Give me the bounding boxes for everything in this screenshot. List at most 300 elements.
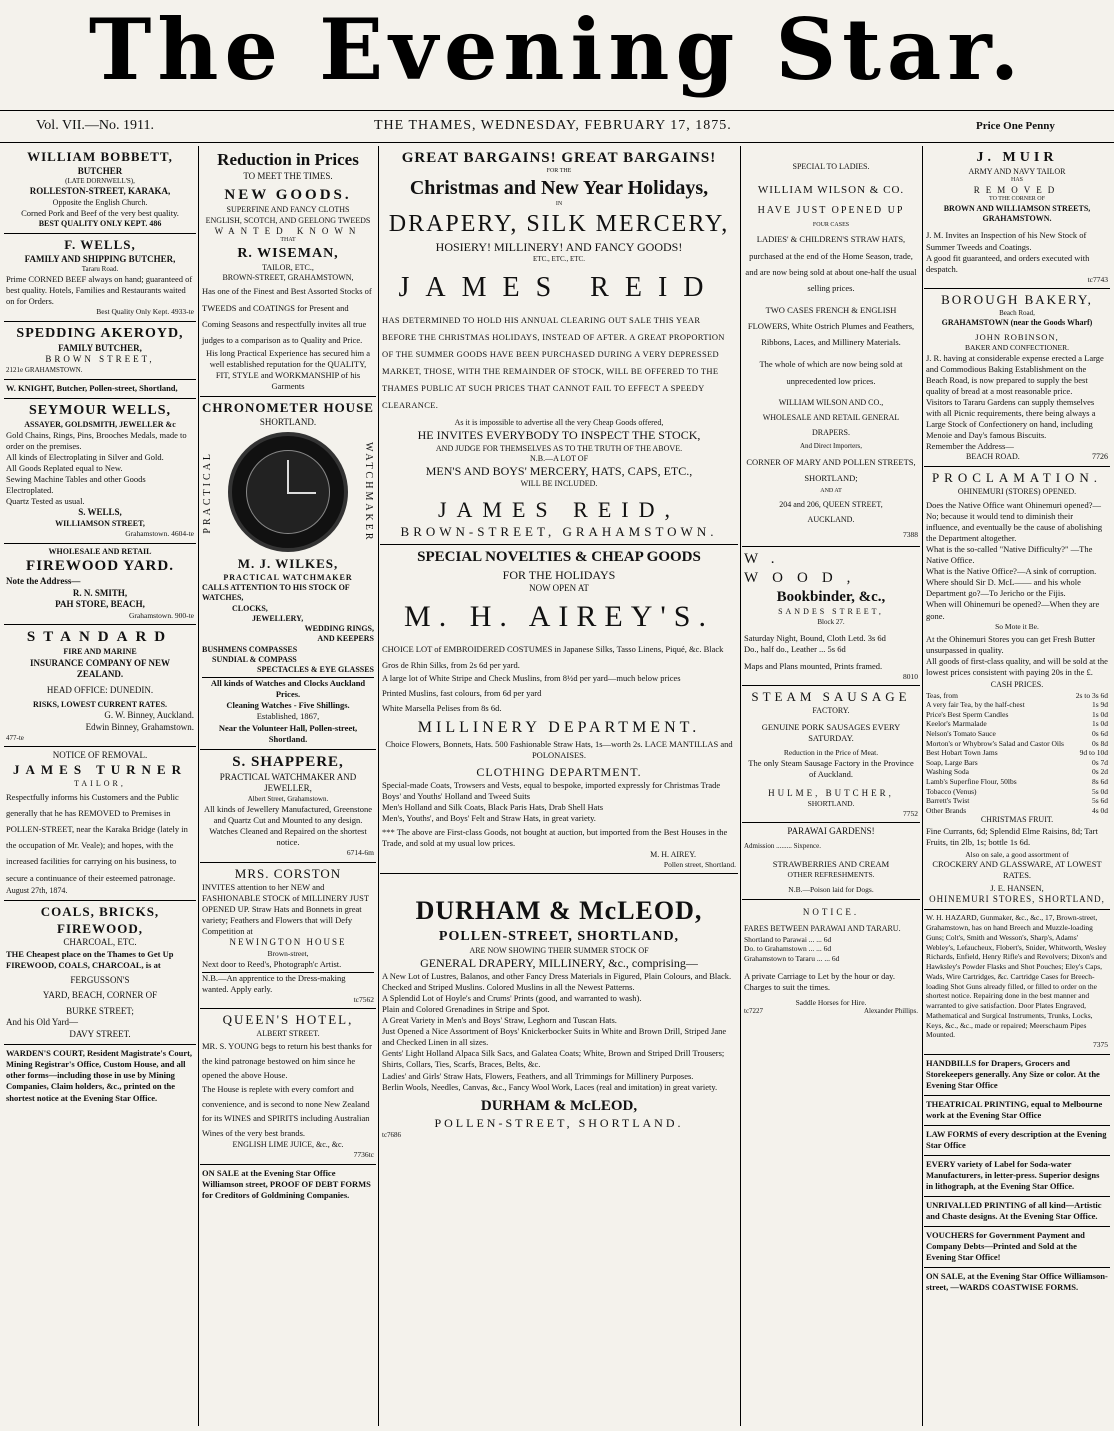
ad-heading: NEW GOODS. bbox=[224, 187, 352, 204]
ad-line: So Mote it Be. bbox=[995, 621, 1039, 631]
ad-line: GENUINE PORK SAUSAGES EVERY SATURDAY. bbox=[761, 722, 901, 744]
ad-body: At the Ohinemuri Stores you can get Fresh Butter unsurpassed in quality. bbox=[926, 634, 1096, 656]
ad-line: SUNDIAL & COMPASS bbox=[212, 654, 297, 664]
ad-line: ENGLISH LIME JUICE, &c., &c. bbox=[232, 1140, 344, 1150]
ad-line: As it is impossible to advertise all the very Cheap Goods offered, bbox=[454, 417, 664, 427]
ad-heading: BOROUGH BAKERY, bbox=[941, 292, 1093, 308]
ad-line: What is the so-called "Native Difficulty?" —The Native Office. bbox=[926, 544, 1093, 566]
ad-heading: PROCLAMATION. bbox=[931, 470, 1103, 486]
ad-heading: MILLINERY DEPARTMENT. bbox=[417, 719, 701, 737]
ad-heading: SPECIAL TO LADIES. bbox=[792, 162, 870, 171]
ad-line: Gold Chains, Rings, Pins, Brooches Medals, made to order on the premises. bbox=[6, 430, 187, 452]
ad-line: CHARCOAL, ETC. bbox=[63, 937, 137, 948]
ad-queens-hotel bbox=[200, 1009, 376, 1165]
ad-line: CHRISTMAS FRUIT. bbox=[980, 815, 1054, 825]
volume-number: Vol. VII.—No. 1911. bbox=[36, 118, 154, 133]
ad-line: FERGUSSON'S bbox=[70, 974, 130, 985]
ad-line: FIRE AND MARINE bbox=[63, 647, 137, 657]
column-divider bbox=[740, 146, 741, 1426]
ad-line: A large lot of White Stripe and Check Muslins, from 8½d per yard—much below prices bbox=[382, 673, 681, 684]
ad-line: ARMY AND NAVY TAILOR bbox=[968, 166, 1066, 176]
issue-date: THE THAMES, WEDNESDAY, FEBRUARY 17, 1875. bbox=[374, 118, 732, 133]
ad-line: AND AT bbox=[820, 487, 842, 494]
ad-line: GENERAL DRAPERY, MILLINERY, &c., comprising— bbox=[420, 955, 698, 970]
ad-line: Maps and Plans mounted, Prints framed. bbox=[744, 660, 883, 671]
ad-heading: NOTICE. bbox=[802, 906, 860, 917]
ad-line: CORNER OF MARY AND POLLEN STREETS, SHORTLAND; bbox=[746, 456, 916, 483]
ad-line: MEN'S AND BOYS' MERCERY, HATS, CAPS, ETC., bbox=[425, 464, 693, 479]
newspaper-title: The Evening Star. bbox=[88, 0, 1026, 99]
issue-price: Price One Penny bbox=[976, 120, 1055, 132]
ad-muir-tailor bbox=[924, 146, 1110, 289]
ad-line: IN bbox=[555, 201, 563, 208]
ad-line: WANTED KNOWN bbox=[214, 225, 362, 236]
ad-line: Gents' Light Holland Alpaca Silk Sacs, and Galatea Coats; White, Brown and Striped Drill Trousers; Shirts, Collars, Ties, Scarfs, Braces, Belts, &c. bbox=[382, 1048, 725, 1070]
ad-line: 2121e GRAHAMSTOWN. bbox=[6, 365, 83, 374]
ad-steam-sausage bbox=[742, 686, 920, 823]
ad-line: THE Cheapest place on the Thames to Get Up FIREWOOD, COALS, CHARCOAL, is at bbox=[6, 948, 174, 970]
ad-line: Pollen street, Shortland. bbox=[663, 859, 736, 869]
ad-line: RISKS, LOWEST CURRENT RATES. bbox=[32, 700, 168, 710]
ad-heading: SEYMOUR WELLS, bbox=[28, 402, 172, 418]
ad-heading: STANDARD bbox=[26, 629, 174, 646]
ad-body: J. M. Invites an Inspection of his New Stock of Summer Tweeds and Coatings. bbox=[926, 230, 1087, 252]
ad-line: FAMILY BUTCHER, bbox=[58, 342, 142, 353]
ad-line: White Marsella Pelises from 8s 6d. bbox=[382, 703, 502, 714]
ad-line: OHINEMURI (STORES) OPENED. bbox=[957, 486, 1077, 496]
ad-line: TAILOR, ETC., bbox=[262, 263, 314, 273]
ad-line: 477-te bbox=[6, 733, 24, 742]
ad-line: SHORTLAND. bbox=[259, 416, 317, 427]
column-2 bbox=[200, 146, 376, 1426]
ad-line: Men's, Youths', and Boys' Felt and Straw Hats, in great variety. bbox=[382, 813, 596, 824]
ad-line: FAMILY AND SHIPPING BUTCHER, bbox=[24, 253, 176, 264]
fare-row: Grahamstown to Tararu ... ... 6d bbox=[744, 953, 840, 963]
price-row: Keelor's Marmalade 1s 0d bbox=[926, 719, 1108, 729]
column-4 bbox=[742, 146, 920, 1426]
ad-line: Grahamstown. 4604-te bbox=[125, 529, 194, 539]
ad-heading: DURHAM & McLEOD, bbox=[480, 1097, 638, 1114]
ad-heading: DRAPERY, SILK MERCERY, bbox=[388, 211, 730, 238]
ad-line: Checked and Striped Muslins. Colored Muslins in all the Newest Patterns. bbox=[382, 982, 635, 993]
ad-heading: FIREWOOD YARD. bbox=[26, 557, 174, 574]
ad-line: REMOVED bbox=[973, 184, 1061, 195]
ad-line: Brown-street, bbox=[267, 948, 309, 958]
column-1 bbox=[4, 146, 196, 1426]
ad-seymour-wells bbox=[4, 399, 196, 544]
column-5 bbox=[924, 146, 1110, 1426]
ad-line: TO THE CORNER OF bbox=[989, 196, 1045, 203]
ad-line: Block 27. bbox=[817, 617, 845, 626]
ad-airey bbox=[380, 545, 738, 874]
ad-line: WHOLESALE AND RETAIL GENERAL DRAPERS. bbox=[762, 412, 900, 438]
ad-line: SPECTACLES & EYE GLASSES bbox=[257, 665, 374, 675]
ad-line: Sewing Machine Tables and other Goods Electroplated. bbox=[6, 474, 146, 496]
ad-line: TAILOR, bbox=[74, 778, 126, 788]
ad-line: THAT bbox=[280, 237, 296, 244]
ad-line: SANDES STREET, bbox=[778, 607, 884, 617]
clock-icon bbox=[228, 432, 348, 552]
ad-line: ROLLESTON-STREET, KARAKA, bbox=[29, 186, 171, 197]
ad-line: Opposite the English Church. bbox=[52, 197, 148, 207]
ad-line: 7726 bbox=[1092, 451, 1108, 461]
ad-line: N.B.—An apprentice to the Dress-making wanted. Apply early. bbox=[202, 972, 374, 995]
price-row: A very fair Tea, by the half-chest 1s 9d bbox=[926, 700, 1108, 710]
ad-line: Next door to Reed's, Photograph'c Artist. bbox=[202, 958, 342, 969]
ad-line: TO MEET THE TIMES. bbox=[243, 170, 333, 181]
ad-knight bbox=[4, 380, 196, 399]
ad-line: Established, 1867, bbox=[256, 711, 320, 722]
ad-line: WILL BE INCLUDED. bbox=[520, 479, 598, 489]
ad-line: AUCKLAND. bbox=[807, 515, 855, 525]
ad-line: Also on sale, a good assortment of bbox=[965, 849, 1069, 859]
ad-heading: GREAT BARGAINS! GREAT BARGAINS! bbox=[401, 150, 717, 166]
ad-line: A Splendid Lot of Hoyle's and Crums' Prints (good, and warranted to wash). bbox=[382, 993, 642, 1004]
ad-line: FACTORY. bbox=[812, 706, 850, 715]
column-divider bbox=[198, 146, 199, 1426]
ad-line: YARD, BEACH, CORNER OF bbox=[42, 990, 158, 1001]
fare-row: Do. to Grahamstown ... ... 6d bbox=[744, 944, 832, 954]
ad-line: OTHER REFRESHMENTS. bbox=[787, 869, 875, 879]
ad-line: TWO CASES FRENCH & ENGLISH FLOWERS, White Ostrich Plumes and Feathers, Ribbons, Laces, and Millinery Materials. bbox=[747, 305, 915, 348]
dateline-rule bbox=[0, 142, 1114, 143]
ad-akeroyd bbox=[4, 322, 196, 380]
ad-body: Does the Native Office want Ohinemuri opened?—No; because it would tend to diminish their influence, and eventually be the cause of abolishing the Department altogether. bbox=[926, 500, 1103, 544]
ad-line: OHINEMURI STORES, SHORTLAND, bbox=[929, 893, 1105, 904]
ad-heading: NOTICE OF REMOVAL. bbox=[52, 750, 148, 761]
ad-heading: CHRONOMETER HOUSE bbox=[202, 400, 374, 416]
ad-firewood-yard bbox=[4, 544, 196, 626]
ad-line: Corned Pork and Beef of the very best quality. bbox=[21, 207, 179, 218]
ad-corston bbox=[200, 863, 376, 1010]
ad-line: PRACTICAL WATCHMAKER AND JEWELLER, bbox=[219, 771, 357, 794]
ad-line: AND JUDGE FOR THEMSELVES AS TO THE TRUTH OF THE ABOVE. bbox=[435, 443, 683, 453]
ad-shappere bbox=[200, 750, 376, 863]
ad-line: All Goods Replated equal to New. bbox=[6, 463, 123, 474]
ad-body: His long Practical Experience has secured him a well established reputation for the QUALITY, FIT, STYLE and WORKMANSHIP of his Garments bbox=[205, 348, 371, 392]
ad-line: Printed Muslins, fast colours, from 6d per yard bbox=[382, 688, 542, 699]
ad-line: All kinds of Watches and Clocks Auckland Prices. bbox=[202, 677, 374, 700]
ad-line: 8010 bbox=[903, 671, 918, 681]
ad-proclamation bbox=[924, 467, 1110, 910]
ad-line: DAVY STREET. bbox=[69, 1028, 131, 1039]
ad-body: A good fit guaranteed, and orders executed with despatch. bbox=[926, 252, 1090, 274]
ad-body: J. R. having at considerable expense erected a Large and Commodious Baking Establishment on the Beach Road, is now prepared to supply the best quality of bread at a most reasonable price. bbox=[926, 352, 1104, 396]
ad-line: WILLIAM WILSON AND CO., bbox=[778, 397, 884, 407]
ad-james-reid bbox=[380, 146, 738, 545]
ad-heading: S. SHAPPERE, bbox=[232, 753, 344, 770]
fare-row: Shortland to Parawai ... ... 6d bbox=[744, 934, 832, 944]
price-row: Teas, from 2s to 3s 6d bbox=[926, 690, 1108, 700]
ad-line: *** The above are First-class Goods, not bought at auction, but imported from the Best Houses in the Trade, and sold at my usual low prices. bbox=[382, 827, 728, 849]
ad-side-label: WATCHMAKER bbox=[363, 442, 374, 543]
ad-printing-1 bbox=[924, 1055, 1110, 1096]
ad-line: When will Ohinemuri be opened?—When they are gone. bbox=[926, 599, 1100, 621]
ad-line: 7388 bbox=[903, 529, 918, 539]
ad-william-wilson bbox=[742, 146, 920, 547]
ad-line: And his Old Yard— bbox=[6, 1017, 79, 1028]
ad-heading: QUEEN'S HOTEL, bbox=[222, 1012, 354, 1028]
ad-body: The House is replete with every comfort and convenience, and is second to none New Zealand for its WINES and SPIRITS including Australian Wines of the very best brands. bbox=[202, 1084, 370, 1138]
ad-body: EVERY variety of Label for Soda-water Manufacturers, in letter-press. Superior designs in lithograph, at the Evening Star Office. bbox=[926, 1159, 1100, 1192]
ad-side-label: PRACTICAL bbox=[202, 451, 213, 534]
ad-heading: JAMES REID, bbox=[437, 496, 680, 522]
ad-line: SUPERFINE AND FANCY CLOTHS bbox=[226, 205, 350, 215]
ad-line: ARE NOW SHOWING THEIR SUMMER STOCK OF bbox=[469, 945, 649, 955]
ad-line: Near the Volunteer Hall, Pollen-street, Shortland. bbox=[218, 722, 358, 744]
masthead-rule bbox=[0, 110, 1114, 111]
ad-line: Saddle Horses for Hire. bbox=[795, 997, 867, 1007]
ad-heading: MRS. CORSTON bbox=[234, 865, 342, 881]
ad-hazard-gunmaker bbox=[924, 910, 1110, 1054]
ad-line: 7736tc bbox=[353, 1150, 374, 1160]
ad-line: Boys' and Youths' Holland and Tweed Suits bbox=[382, 791, 530, 802]
ad-heading: PARAWAI GARDENS! bbox=[787, 826, 875, 837]
ad-body: WARDEN'S COURT, Resident Magistrate's Court, Mining Registrar's Office, Custom House, and all other forms—including those in use by Mining Companies, Claim holders, &c., printed on the shortest notice at the Evening Star Office. bbox=[6, 1048, 193, 1103]
price-row: Other Brands 4s 0d bbox=[926, 805, 1108, 815]
price-row: Soap, Large Bars 0s 7d bbox=[926, 757, 1108, 767]
ad-body: THEATRICAL PRINTING, equal to Melbourne work at the Evening Star Office bbox=[926, 1098, 1103, 1120]
ad-line: CALLS ATTENTION TO HIS STOCK OF WATCHES, bbox=[202, 583, 350, 603]
ad-line: BROWN-STREET, GRAHAMSTOWN. bbox=[400, 523, 718, 539]
ad-heading: Bookbinder, &c., bbox=[776, 589, 886, 606]
price-row: Morton's or Whybrow's Salad and Castor Oils 0s 8d bbox=[926, 738, 1108, 748]
ad-line: Note the Address— bbox=[6, 576, 81, 587]
ad-line: Ladies' and Girls' Straw Hats, Flowers, Feathers, and all Trimmings for Millinery Purposes. bbox=[382, 1070, 694, 1081]
ad-line: tc7743 bbox=[1087, 274, 1108, 284]
ad-line: FOR THE bbox=[546, 168, 572, 175]
ad-body: All goods of first-class quality, and will be sold at the lowest prices consistent with paying 20s in the £. bbox=[926, 656, 1108, 678]
ad-line: The only Steam Sausage Factory in the Province of Auckland. bbox=[748, 757, 914, 779]
ad-line: BEST QUALITY ONLY KEPT. 486 bbox=[38, 218, 162, 228]
ad-line: Fine Currants, 6d; Splendid Elme Raisins, 8d; Tart Fruits, tin 2lb, 1s; bottle 1s 6d. bbox=[926, 825, 1098, 847]
ad-line: 204 and 206, QUEEN STREET, bbox=[779, 500, 883, 510]
ad-line: HAS bbox=[1010, 177, 1023, 184]
ad-line: J. E. HANSEN, bbox=[990, 882, 1044, 893]
ad-line: INSURANCE COMPANY OF NEW ZEALAND. bbox=[30, 657, 170, 680]
ad-line: R. N. SMITH, bbox=[72, 587, 128, 598]
ad-line: A private Carriage to Let by the hour or day. Charges to suit the times. bbox=[744, 971, 895, 993]
ad-line: PAH STORE, BEACH, bbox=[55, 599, 145, 610]
ad-body: Visitors to Tararu Gardens can supply themselves with all Picnic requirements, there being always a Large Stock of Confectionery on hand, including Menoie and Day's famous Biscuits. bbox=[926, 396, 1096, 440]
ad-line: August 27th, 1874. bbox=[6, 885, 68, 895]
ad-heading: CLOTHING DEPARTMENT. bbox=[476, 764, 642, 779]
ad-line: FARES BETWEEN PARAWAI AND TARARU. bbox=[744, 924, 901, 934]
ad-line: WILLIAMSON STREET, bbox=[55, 518, 145, 528]
ad-line: Just Opened a Nice Assortment of Boys' Knickerbocker Suits in White and Brown Drill, Striped Jane and Checked Linen in all sizes. bbox=[382, 1026, 727, 1048]
ad-body: All kinds of Jewellery Manufactured, Greenstone and Quartz Cut and Mounted to any design. bbox=[203, 803, 373, 825]
ad-line: tc7227 bbox=[744, 1007, 764, 1016]
ad-line: Quartz Tested as usual. bbox=[6, 496, 85, 507]
ad-chronometer-house bbox=[200, 397, 376, 749]
price-row: Tobacco (Venus) 5s 0d bbox=[926, 786, 1108, 796]
ad-body: ON SALE at the Evening Star Office Williamson street, PROOF OF DEBT FORMS for Creditors of Goldmining Companies. bbox=[202, 1168, 371, 1201]
ad-line: GRAHAMSTOWN (near the Goods Wharf) bbox=[941, 317, 1093, 327]
ad-line: Special-made Coats, Trowsers and Vests, equal to bespoke, imported expressly for Christmas Trade bbox=[382, 780, 721, 791]
ad-line: Cleaning Watches - Five Shillings. bbox=[226, 700, 350, 711]
ad-line: Prime CORNED BEEF always on hand; guaranteed of best quality. Hotels, Families and Restaurants waited on for Orders. bbox=[6, 274, 193, 307]
ad-line: WHOLESALE AND RETAIL bbox=[48, 546, 152, 556]
ad-heading: COALS, BRICKS, FIREWOOD, bbox=[40, 903, 160, 936]
ad-line: The whole of which are now being sold at unprecedented low prices. bbox=[759, 359, 903, 386]
column-divider bbox=[378, 146, 379, 1426]
ad-line: STRAWBERRIES AND CREAM bbox=[772, 858, 890, 869]
ad-line: WEDDING RINGS, bbox=[304, 624, 374, 634]
masthead bbox=[0, 0, 1114, 108]
ad-line: AND KEEPERS bbox=[317, 634, 374, 644]
ad-line: G. W. Binney, Auckland. bbox=[104, 710, 194, 721]
ad-borough-bakery bbox=[924, 289, 1110, 467]
ad-wells-butcher bbox=[4, 234, 196, 322]
ad-body: Has one of the Finest and Best Assorted Stocks of TWEEDS and COATINGS for Present and Coming Seasons and respectfully invites all true judges to a comparison as to Quality and Price. bbox=[202, 286, 372, 345]
ad-line: Where should Sir D. McL—— and his whole Department go?—To Jericho or the Fijis. bbox=[926, 577, 1081, 599]
ad-heading: J. MUIR bbox=[976, 150, 1058, 165]
ad-line: BUSHMENS COMPASSES bbox=[202, 644, 298, 654]
ad-body: ON SALE, at the Evening Star Office Williamson-street, —WARDS COASTWISE FORMS. bbox=[926, 1271, 1108, 1293]
ad-line: Choice Flowers, Bonnets, Hats. 500 Fashionable Straw Hats, 1s—worth 2s. LACE MANTILLAS and POLONAISES. bbox=[385, 738, 733, 760]
ad-notice-removal bbox=[4, 747, 196, 900]
ad-proof-of-debt bbox=[200, 1165, 376, 1205]
ad-line: HEAD OFFICE: DUNEDIN. bbox=[46, 684, 154, 695]
ad-heading: JAMES TURNER bbox=[13, 761, 187, 777]
ad-line: BURKE STREET; bbox=[66, 1005, 134, 1016]
ad-line: Alexander Phillips. bbox=[863, 1007, 918, 1016]
ad-line: 7752 bbox=[903, 808, 918, 818]
ad-line: SHORTLAND. bbox=[807, 799, 855, 809]
ad-body: Respectfully informs his Customers and the Public generally that he has REMOVED to Premises in POLLEN-STREET, near the Karaka Bridge (lately in the occupation of Mr. Veale); and hopes, with the increased facilities for carrying on his business, to secure a continuance of their esteemed patronage. bbox=[6, 791, 188, 883]
price-list bbox=[926, 691, 1108, 816]
ad-line: All kinds of Electroplating in Silver and Gold. bbox=[6, 452, 164, 463]
ad-line: HAVE JUST OPENED UP bbox=[757, 205, 905, 217]
price-row: Lamb's Superfine Flour, 50lbs 8s 6d bbox=[926, 776, 1108, 786]
dateline bbox=[0, 118, 1114, 138]
ad-heading: W. WOOD, bbox=[744, 550, 865, 587]
ad-body: HAS DETERMINED TO HOLD HIS ANNUAL CLEARING OUT SALE THIS YEAR BEFORE THE CHRISTMAS HOLIDAYS, INSTEAD OF AFTER. A GREAT PROPORTION OF THE SUMMER GOODS HAVE BEEN PURCHASED DURING A VERY DEPRESSED MARKET, THOSE, WITH THE REMAINDER OF STOCK, WILL BE OFFERED TO THE THAMES PUBLIC AT SUCH PRICES THAT CANNOT FAIL TO EFFECT A SPEEDY CLEARANCE. bbox=[382, 314, 725, 410]
ad-line: Best Quality Only Kept. 4933-te bbox=[96, 307, 194, 317]
ad-body: Watches Cleaned and Repaired on the shortest notice. bbox=[209, 825, 367, 847]
ad-wiseman bbox=[200, 146, 376, 397]
ad-body: INVITES attention to her NEW and FASHIONABLE STOCK of MILLINERY JUST OPENED UP. Straw Hats and Bonnets in great variety; Feathers and Flowers that will Defy Competition at bbox=[202, 882, 369, 937]
ad-line: ALBERT STREET. bbox=[256, 1028, 320, 1038]
ad-body: UNRIVALLED PRINTING of all kind—Artistic and Chaste designs. At the Evening Star Office. bbox=[926, 1200, 1102, 1222]
ad-line: JOHN ROBINSON, bbox=[975, 332, 1059, 343]
ad-line: S. WELLS, bbox=[78, 507, 122, 518]
column-divider bbox=[922, 146, 923, 1426]
ad-standard-insurance bbox=[4, 625, 196, 747]
ad-line: NOW OPEN AT bbox=[529, 582, 589, 593]
ad-line: POLLEN-STREET, SHORTLAND. bbox=[434, 1115, 684, 1130]
ad-printing-2 bbox=[924, 1096, 1110, 1126]
ad-printing-6 bbox=[924, 1227, 1110, 1268]
ad-printing-7 bbox=[924, 1268, 1110, 1297]
ad-line: POLLEN-STREET, SHORTLAND, bbox=[438, 928, 680, 944]
ad-heading: SPEDDING AKEROYD, bbox=[16, 325, 184, 341]
ad-line: FOUR CASES bbox=[812, 222, 850, 229]
ad-line: LADIES' & CHILDREN'S STRAW HATS, purchased at the end of the Home Season, trade, and are now being sold at about one-half the usual selling prices. bbox=[745, 234, 917, 293]
ad-durham-mcleod bbox=[380, 874, 738, 1144]
ad-line: tc7562 bbox=[353, 994, 374, 1004]
ad-line: BROWN STREET, bbox=[45, 354, 155, 365]
ad-warden-court bbox=[4, 1045, 196, 1107]
ad-line: Edwin Binney, Grahamstown. bbox=[85, 721, 194, 732]
ad-line: tc7686 bbox=[382, 1131, 402, 1140]
ad-fares-notice bbox=[742, 900, 920, 1020]
ad-heading: SPECIAL NOVELTIES & CHEAP GOODS bbox=[417, 549, 701, 566]
ad-heading: Reduction in Prices bbox=[217, 150, 359, 169]
ad-line: What is the Native Office?—A sink of corruption. bbox=[926, 566, 1097, 577]
ad-line: PRACTICAL WATCHMAKER bbox=[223, 573, 353, 582]
ad-line: NEWINGTON HOUSE bbox=[229, 937, 347, 948]
price-row: Barrett's Twist 5s 6d bbox=[926, 796, 1108, 806]
ad-line: ASSAYER, GOLDSMITH, JEWELLER &c bbox=[24, 419, 176, 429]
ad-line: (LATE DORNWELL'S), bbox=[65, 177, 135, 186]
ad-line: And Direct Importers, bbox=[799, 442, 862, 451]
ad-line: W. KNIGHT, Butcher, Pollen-street, Shortland, bbox=[6, 382, 178, 393]
ad-line: 6714-6m bbox=[346, 847, 374, 857]
ad-line: HE INVITES EVERYBODY TO INSPECT THE STOCK, bbox=[417, 428, 701, 443]
price-row: Price's Best Sperm Candles 1s 0d bbox=[926, 709, 1108, 719]
ad-line: Reduction in the Price of Meat. bbox=[783, 747, 879, 757]
ad-body: VOUCHERS for Government Payment and Company Debts—Printed and Sold at the Evening Star Office! bbox=[926, 1230, 1085, 1263]
ad-line: Albert Street, Grahamstown. bbox=[247, 794, 329, 803]
ad-printing-5 bbox=[924, 1197, 1110, 1227]
ad-line: BAKER AND CONFECTIONER. bbox=[965, 342, 1069, 352]
ad-line: CHOICE LOT of EMBROIDERED COSTUMES in Japanese Silks, Tasso Linens, Piqué, &c. Black Gros de Rhin Silks, from 2s 6d per yard. bbox=[382, 643, 724, 671]
ad-heading: M. H. AIREY'S. bbox=[404, 600, 714, 634]
ad-line: Beach Road, bbox=[999, 308, 1035, 317]
ad-coals bbox=[4, 901, 196, 1045]
ad-line: BROWN-STREET, GRAHAMSTOWN, bbox=[222, 273, 354, 283]
column-3 bbox=[380, 146, 738, 1426]
ad-printing-3 bbox=[924, 1126, 1110, 1156]
ad-line: BROWN AND WILLIAMSON STREETS, GRAHAMSTOWN. bbox=[943, 204, 1091, 224]
ad-line: ENGLISH, SCOTCH, AND GEELONG TWEEDS bbox=[205, 215, 371, 225]
ad-heading: JAMES REID bbox=[398, 272, 720, 304]
ad-line: CASH PRICES. bbox=[990, 680, 1044, 690]
ad-line: Saturday Night, Bound, Cloth Letd. 3s 6d bbox=[744, 632, 886, 643]
ad-line: Berlin Wools, Needles, Canvas, &c., Fancy Wool Work, Laces (real and imitation) in great variety. bbox=[382, 1081, 718, 1092]
ad-line: FOR THE HOLIDAYS bbox=[502, 567, 616, 582]
ad-line: 7375 bbox=[1093, 1040, 1108, 1050]
ad-line: Tararu Road. bbox=[81, 265, 119, 274]
ad-heading: M. J. WILKES, bbox=[237, 556, 339, 572]
ad-body: W. H. HAZARD, Gunmaker, &c., &c., 17, Brown-street, Grahamstown, has on hand Breech and Muzzle-loading Guns; Colt's, Smith and Wesson's, Sharp's, Adams' Webley's, Lefaucheux, Flobert's, Snider, Whitworth, Wesley Richards, Enfield, Henry Rifle's and Revolvers; Dixon's and Hawksley's Powder Flasks and Shot Pouches; Eley's Caps, Wads, Wire Cartridges, &c. Cartridge Cases for Breech-loading Shot Guns already filled, or filled to order on the shortest notice. Repairing done in the best manner and warranted to give satisfaction. Door Plates Engraved, Mathematical and Surgical Instruments, Trunks, Locks, Keys, &c., &c., made or repaired; Meerschaum Pipes Mounted. bbox=[926, 913, 1107, 1040]
ad-line: A Great Variety in Men's and Boys' Straw, Leghorn and Tuscan Hats. bbox=[382, 1015, 617, 1026]
ad-parawai-gardens bbox=[742, 823, 920, 900]
ad-wood-bookbinder bbox=[742, 547, 920, 686]
ad-body: MR. S. YOUNG begs to return his best thanks for the kind patronage bestowed on him since he opened the above House. bbox=[202, 1041, 372, 1081]
price-row: Washing Soda 0s 2d bbox=[926, 767, 1108, 777]
ad-line: BEACH ROAD. bbox=[966, 451, 1020, 461]
ad-body: HANDBILLS for Drapers, Grocers and Storekeepers generally. Any Size or color. At the Evening Star Office bbox=[926, 1057, 1100, 1090]
ad-line: JEWELLERY, bbox=[252, 613, 304, 623]
ad-line: Admission ......... Sixpence. bbox=[744, 841, 821, 850]
ad-line: CLOCKS, bbox=[232, 603, 268, 613]
ad-body: Remember the Address— bbox=[926, 440, 1014, 451]
ad-heading: R. WISEMAN, bbox=[237, 246, 339, 262]
ad-body: LAW FORMS of every description at the Evening Star Office bbox=[926, 1128, 1107, 1150]
ad-line: ETC., ETC., ETC. bbox=[533, 255, 585, 264]
ad-heading: F. WELLS, bbox=[64, 237, 136, 253]
ad-line: Grahamstown. 900-te bbox=[129, 610, 194, 620]
price-row: Best Hobart Town Jams 9d to 10d bbox=[926, 748, 1108, 758]
ad-line: HOSIERY! MILLINERY! AND FANCY GOODS! bbox=[435, 239, 683, 254]
ad-heading: DURHAM & McLEOD, bbox=[415, 896, 703, 926]
ad-line: N.B.—Poison laid for Dogs. bbox=[788, 885, 874, 895]
ad-line: Do., half do., Leather ... 5s 6d bbox=[744, 643, 846, 654]
ad-line: Men's Holland and Silk Coats, Black Paris Hats, Drab Shell Hats bbox=[382, 802, 604, 813]
price-row: Nelson's Tomato Sauce 0s 6d bbox=[926, 728, 1108, 738]
